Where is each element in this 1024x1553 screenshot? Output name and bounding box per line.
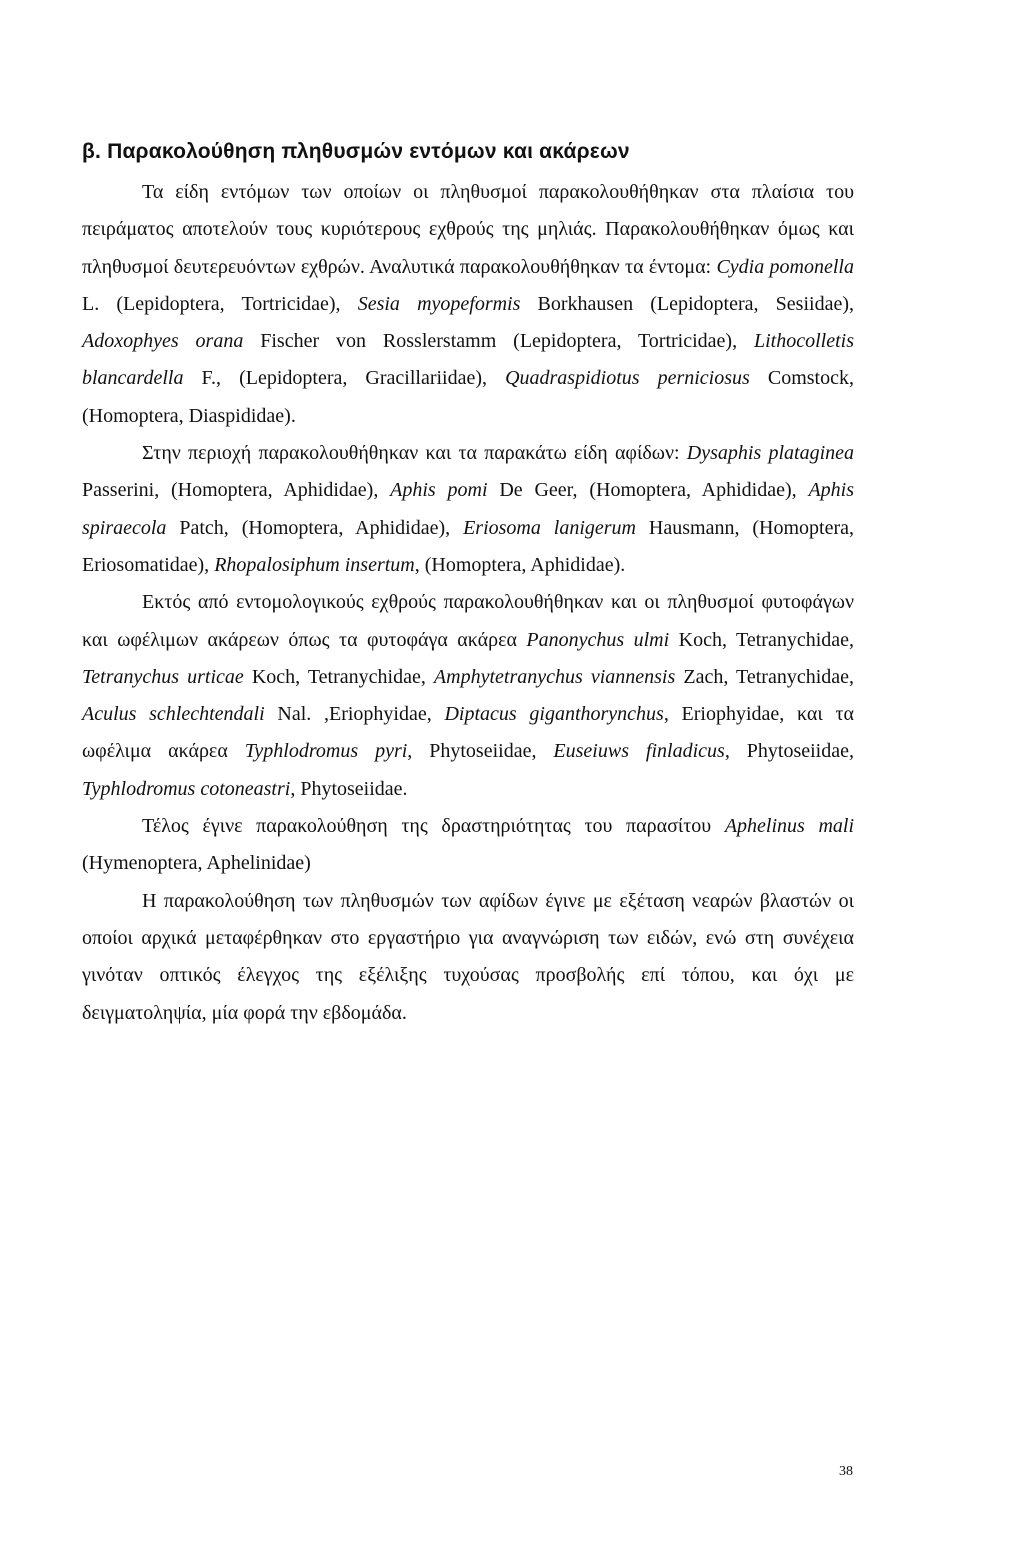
text-run: De Geer, (Homoptera, Aphididae),: [487, 479, 809, 502]
text-run: Passerini, (Homoptera, Aphididae),: [82, 479, 391, 502]
paragraph-aphids: [82, 435, 854, 584]
text-run: Borkhausen (Lepidoptera, Sesiidae),: [520, 292, 854, 315]
text-run: Fischer von Rosslerstamm (Lepidoptera, Tortricidae),: [243, 330, 754, 353]
species-name: Eriosoma lanigerum: [463, 516, 636, 539]
paragraph-aphid-monitoring: [82, 883, 854, 1032]
text-run: , Phytoseiidae.: [290, 777, 408, 800]
text-run: Comstock, (Homoptera, Diaspididae).: [82, 367, 854, 427]
text-run: , Phytoseiidae,: [724, 740, 854, 763]
document-page: [82, 135, 854, 1032]
section-heading: β. Παρακολούθηση πληθυσμών εντόμων και ακάρεων: [82, 140, 630, 163]
species-name: Typhlodromus pyri: [244, 740, 408, 763]
text-run: , Eriophyidae, και τα ωφέλιμα ακάρεα: [82, 703, 854, 763]
text-run: Zach, Tetranychidae,: [675, 665, 855, 688]
species-name: Aculus schlechtendali: [82, 703, 265, 726]
species-name: Euseiuws finladicus: [553, 740, 725, 763]
species-name: Rhopalosiphum insertum: [214, 553, 415, 576]
text-run: Εκτός από εντομολογικούς εχθρούς παρακολουθήθηκαν και οι πληθυσμοί φυτοφάγων και ωφέλιμων ακάρεων όπως τα φυτοφάγα ακάρεα: [82, 591, 854, 651]
page-number: 38: [839, 1464, 853, 1479]
paragraph-mites: [82, 584, 854, 808]
text-run: Koch, Tetranychidae,: [243, 665, 434, 688]
species-name: Quadraspidiotus perniciosus: [505, 367, 750, 390]
text-run: Nal. ,Eriophyidae,: [264, 703, 445, 726]
text-run: Patch, (Homoptera, Aphididae),: [166, 516, 464, 539]
text-run: (Hymenoptera, Aphelinidae): [82, 852, 311, 875]
species-name: Dysaphis plataginea: [686, 442, 855, 465]
text-run: , (Homoptera, Aphididae).: [414, 553, 626, 576]
species-name: Lithocolletis blancardella: [82, 330, 854, 390]
species-name: Cydia pomonella: [716, 255, 854, 278]
species-name: Panonychus ulmi: [526, 628, 670, 651]
text-run: Στην περιοχή παρακολουθήθηκαν και τα παρακάτω είδη αφίδων:: [142, 442, 687, 465]
paragraph-parasite: [82, 808, 854, 883]
text-run: Τέλος έγινε παρακολούθηση της δραστηριότητας του παρασίτου: [142, 815, 725, 838]
species-name: Adoxophyes orana: [82, 330, 244, 353]
text-run: F., (Lepidoptera, Gracillariidae),: [183, 367, 506, 390]
species-name: Amphytetranychus viannensis: [433, 665, 676, 688]
text-run: Koch, Tetranychidae,: [669, 628, 855, 651]
text-run: L. (Lepidoptera, Tortricidae),: [82, 292, 358, 315]
species-name: Typhlodromus cotoneastri: [82, 777, 291, 800]
text-run: Η παρακολούθηση των πληθυσμών των αφίδων έγινε με εξέταση νεαρών βλαστών οι οποίοι αρχικά μεταφέρθηκαν στο εργαστήριο για αναγνώριση των ειδών, ενώ στη συνέχεια γινόταν οπτικός έλεγχος της εξέλιξης τυχούσας προσβολής επί τόπου, και όχι με δειγματοληψία, μία φορά την εβδομάδα.: [82, 889, 854, 1024]
species-name: Diptacus giganthorynchus: [444, 703, 664, 726]
species-name: Aphis spiraecola: [82, 479, 855, 539]
species-name: Sesia myopeformis: [357, 292, 521, 315]
paragraph-insects: [82, 174, 854, 435]
text-run: Hausmann, (Homoptera, Eriosomatidae),: [82, 516, 854, 576]
species-name: Aphelinus mali: [724, 815, 855, 838]
text-run: , Phytoseiidae,: [407, 740, 554, 763]
text-run: Τα είδη εντόμων των οποίων οι πληθυσμοί παρακολουθήθηκαν στα πλαίσια του πειράματος αποτελούν τους κυριότερους εχθρούς της μηλιάς. Παρακολουθήθηκαν όμως και πληθυσμοί δευτερευόντων εχθρών. Αναλυτικά παρακολουθήθηκαν τα έντομα:: [82, 181, 854, 278]
species-name: Aphis pomi: [390, 479, 488, 502]
species-name: Tetranychus urticae: [82, 665, 244, 688]
